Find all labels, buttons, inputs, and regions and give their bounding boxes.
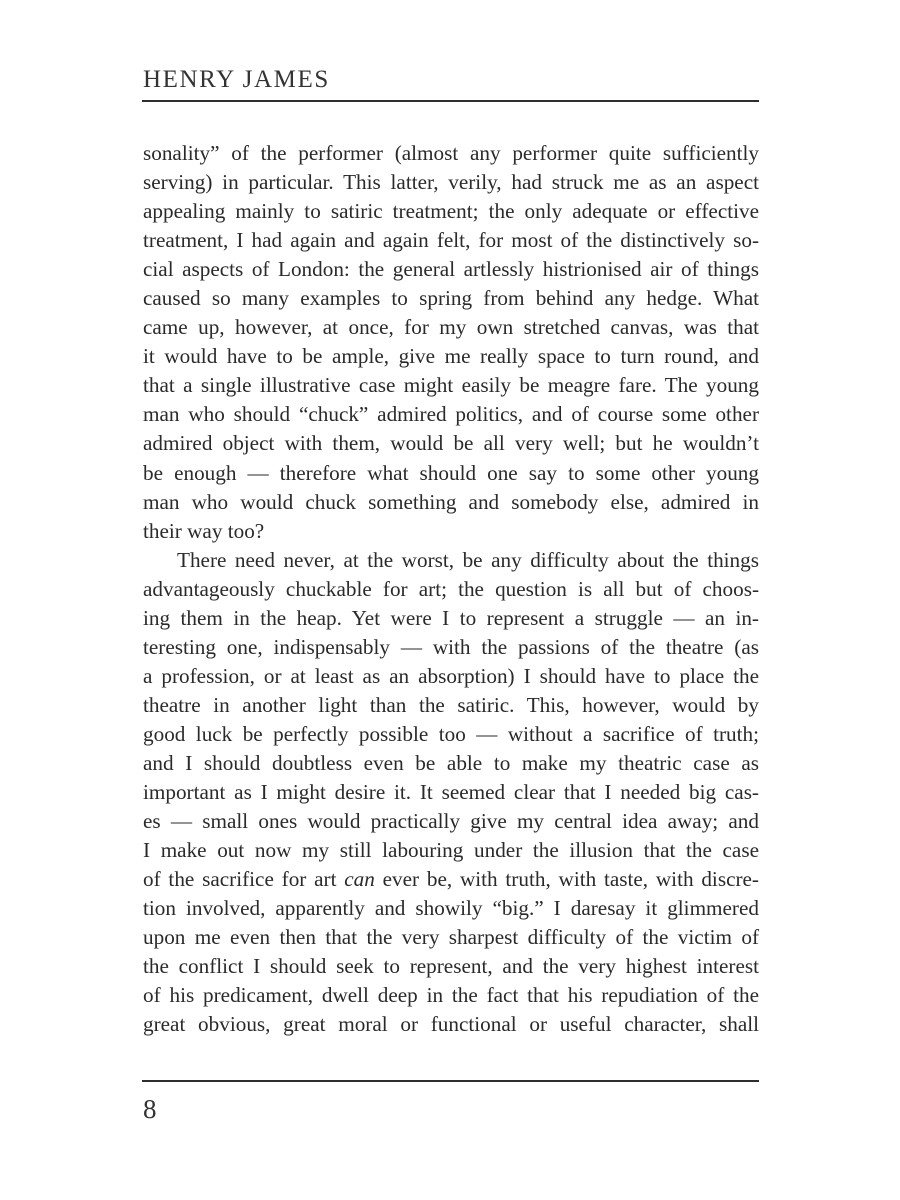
text-line: sonality” of the performer (almost any performer quite sufficiently	[143, 141, 759, 165]
text-line: be enough — therefore what should one say to some other young	[143, 460, 759, 485]
text-line: teresting one, indispensably — with the passions of the theatre (as	[143, 634, 759, 659]
text-line: it would have to be ample, give me really space to turn round, and	[143, 344, 759, 369]
text-line: important as I might desire it. It seemed clear that I needed big cas-	[143, 780, 759, 805]
text-line: and I should doubtless even be able to make my theatric case as	[143, 750, 759, 775]
italic-word: can	[344, 867, 375, 892]
text-line: their way too?	[143, 518, 265, 543]
text-line: great obvious, great moral or functional or useful character, shall	[143, 1012, 759, 1037]
text-line: appealing mainly to satiric treatment; the only adequate or effective	[143, 199, 759, 224]
text-line-with-italic	[143, 865, 759, 894]
text-run: of the sacrifice for art	[143, 867, 345, 892]
text-line: good luck be perfectly possible too — without a sacrifice of truth;	[143, 721, 759, 746]
running-head-title: HENRY JAMES	[143, 66, 330, 93]
text-line: serving) in particular. This latter, verily, had struck me as an aspect	[143, 170, 759, 195]
body-text	[143, 139, 759, 1039]
text-line: I make out now my still labouring under the illusion that the case	[143, 838, 759, 863]
text-line: of his predicament, dwell deep in the fact that his repudiation of the	[143, 983, 759, 1008]
text-line: There need never, at the worst, be any difficulty about the things	[177, 547, 759, 572]
text-line: tion involved, apparently and showily “big.” I daresay it glimmered	[143, 896, 759, 921]
text-line: ing them in the heap. Yet were I to represent a struggle — an in-	[143, 605, 759, 630]
footer-rule	[142, 1080, 759, 1082]
text-line: cial aspects of London: the general artlessly histrionised air of things	[143, 257, 759, 282]
text-line: admired object with them, would be all very well; but he wouldn’t	[143, 431, 759, 456]
text-line: upon me even then that the very sharpest difficulty of the victim of	[143, 925, 759, 950]
text-line: man who should “chuck” admired politics, and of course some other	[143, 402, 759, 427]
text-line: that a single illustrative case might easily be meagre fare. The young	[143, 373, 759, 398]
text-line: caused so many examples to spring from behind any hedge. What	[143, 286, 759, 311]
text-line: the conflict I should seek to represent, and the very highest interest	[143, 954, 759, 979]
text-line: advantageously chuckable for art; the question is all but of choos-	[143, 576, 759, 601]
text-line: came up, however, at once, for my own stretched canvas, was that	[143, 315, 759, 340]
text-line: treatment, I had again and again felt, for most of the distinctively so-	[143, 228, 759, 253]
text-line: man who would chuck something and somebody else, admired in	[143, 489, 759, 514]
text-line: theatre in another light than the satiric. This, however, would by	[143, 692, 759, 717]
page-number: 8	[143, 1094, 157, 1124]
text-line: a profession, or at least as an absorption) I should have to place the	[143, 663, 759, 688]
text-line: es — small ones would practically give my central idea away; and	[143, 809, 759, 834]
header-rule	[142, 100, 759, 102]
text-run: ever be, with truth, with taste, with discre-	[374, 867, 759, 892]
